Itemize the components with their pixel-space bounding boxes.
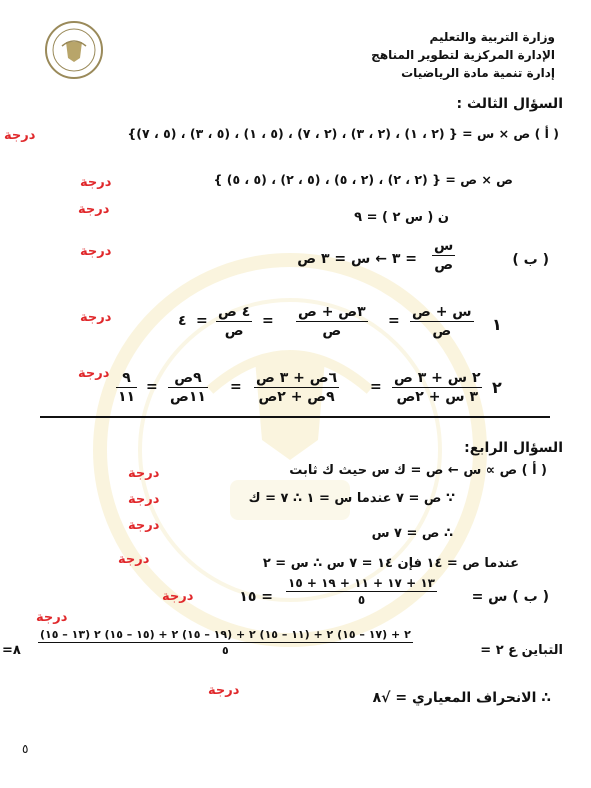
q3-a-line2: ص × ص = { (٢ ، ٢) ، (٢ ، ٥) ، (٥ ، ٢) ، (٥ ، ٥) } xyxy=(213,172,513,187)
q3-b-fraction xyxy=(432,238,455,273)
q4-var-grade: درجة xyxy=(36,610,68,625)
fraction-denominator: ٩ص + ٢ص xyxy=(258,389,335,405)
q4-var-label: التباين ع ٢ = xyxy=(480,643,563,658)
fraction-bar xyxy=(286,591,437,592)
equals-sign: = xyxy=(146,379,158,395)
q4-b-grade: درجة xyxy=(162,589,194,604)
section-divider xyxy=(40,416,550,418)
header-line-1: وزارة التربية والتعليم xyxy=(429,30,555,44)
q4-b-fraction xyxy=(286,576,437,607)
q4-b-label: ( ب ) س = xyxy=(471,589,549,605)
fraction-bar xyxy=(410,321,474,322)
q4-title: السؤال الرابع: xyxy=(464,440,563,456)
ministry-logo-icon xyxy=(44,20,104,80)
q3-a-line1: ( أ ) ص × س = { (٢ ، ١) ، (٢ ، ٣) ، (٢ ، ٧) ، (٥ ، ١) ، (٥ ، ٣) ، (٥ ، ٧)} xyxy=(127,126,559,141)
fraction-denominator: ص xyxy=(322,323,342,339)
fraction-numerator: ٦ص + ٣ ص xyxy=(256,370,338,386)
fraction-numerator: ٢ س + ٣ ص xyxy=(394,370,481,386)
q4-a-line2-grade: درجة xyxy=(128,492,160,507)
q3-b-rest: = ٣ ← س = ٣ ص xyxy=(297,251,417,267)
q3-part1-number: ١ xyxy=(492,315,502,334)
fraction-numerator: ٤ ص xyxy=(218,304,251,320)
fraction-denominator: ٣ س + ٢ص xyxy=(396,389,479,405)
q4-b-result: = ١٥ xyxy=(239,589,273,605)
fraction-bar xyxy=(116,387,137,388)
q4-a-line1: ( أ ) ص ∝ س ← ص = ك س حيث ك ثابت xyxy=(289,463,547,478)
fraction-bar xyxy=(216,321,252,322)
q3-b-label: ( ب ) xyxy=(512,252,549,268)
equals-sign: = xyxy=(196,313,208,329)
fraction-bar xyxy=(38,642,413,643)
fraction-denominator: ص xyxy=(432,323,452,339)
q4-a-line1-grade: درجة xyxy=(128,466,160,481)
q3-part1-grade: درجة xyxy=(80,310,112,325)
fraction-numerator: ٩ xyxy=(122,370,131,386)
fraction-bar xyxy=(392,387,482,388)
q4-a-line4-grade: درجة xyxy=(118,552,150,567)
q3-p1-frac-2 xyxy=(296,304,368,339)
q3-p1-frac-3 xyxy=(216,304,252,339)
fraction-numerator: س xyxy=(434,238,454,254)
fraction-denominator: ص xyxy=(224,323,244,339)
q3-a-line4-grade: درجة xyxy=(80,244,112,259)
fraction-denominator: ١١ص xyxy=(170,389,206,405)
q4-a-line3: ∴ ص = ٧ س xyxy=(371,526,453,541)
q3-a-line4: ن ( س ٢ ) = ٩ xyxy=(354,210,449,225)
q3-part2-number: ٢ xyxy=(492,378,502,397)
fraction-bar xyxy=(296,321,368,322)
q3-part2-grade: درجة xyxy=(78,366,110,381)
fraction-denominator: ص xyxy=(434,257,454,273)
fraction-numerator: ٣ص + ص xyxy=(298,304,366,320)
header-line-3: إدارة تنمية مادة الرياضيات xyxy=(401,66,555,80)
fraction-numerator: س + ص xyxy=(412,304,472,320)
equals-sign: = xyxy=(262,313,274,329)
header-line-2: الإدارة المركزية لتطوير المناهج xyxy=(371,48,555,62)
q4-a-line2: ∵ ص = ٧ عندما س = ١ ∴ ٧ = ك xyxy=(248,491,455,506)
q4-sd-line: ∴ الانحراف المعياري = √٨ xyxy=(372,690,551,706)
fraction-denominator: ١١ xyxy=(118,389,136,405)
q3-p1-result: ٤ xyxy=(178,313,187,329)
q3-a-line2-grade: درجة xyxy=(80,175,112,190)
q3-title: السؤال الثالث : xyxy=(456,96,563,112)
q3-p2-frac-3 xyxy=(168,370,208,405)
q3-p1-frac-1 xyxy=(410,304,474,339)
fraction-denominator: ٥ xyxy=(357,593,366,607)
fraction-denominator: ٥ xyxy=(222,644,229,657)
fraction-bar xyxy=(168,387,208,388)
q4-a-line4: عندما ص = ١٤ فإن ١٤ = ٧ س ∴ س = ٢ xyxy=(262,556,519,571)
q4-var-result: =٨ xyxy=(2,643,21,658)
fraction-numerator: ١٣ + ١٧ + ١١ + ١٩ + ١٥ xyxy=(288,576,435,590)
q3-p2-frac-2 xyxy=(254,370,339,405)
fraction-numerator: ٩ص xyxy=(174,370,202,386)
fraction-bar xyxy=(432,255,455,256)
equals-sign: = xyxy=(230,379,242,395)
q3-a-line1-grade: درجة xyxy=(4,128,36,143)
q4-var-fraction xyxy=(38,628,413,657)
q3-a-line3-grade: درجة xyxy=(78,202,110,217)
q3-p2-frac-1 xyxy=(392,370,482,405)
page-number: ٥ xyxy=(22,742,29,756)
q4-a-line3-grade: درجة xyxy=(128,518,160,533)
fraction-numerator: (١٣ – ١٥) ٢ + (١٧ – ١٥) ٢ + (١١ – ١٥) ٢ + (١٩ – ١٥) ٢ + (١٥ – ١٥) ٢ xyxy=(40,628,411,641)
q4-sd-grade: درجة xyxy=(208,683,240,698)
equals-sign: = xyxy=(388,313,400,329)
equals-sign: = xyxy=(370,379,382,395)
fraction-bar xyxy=(254,387,339,388)
q3-p2-frac-4 xyxy=(116,370,137,405)
